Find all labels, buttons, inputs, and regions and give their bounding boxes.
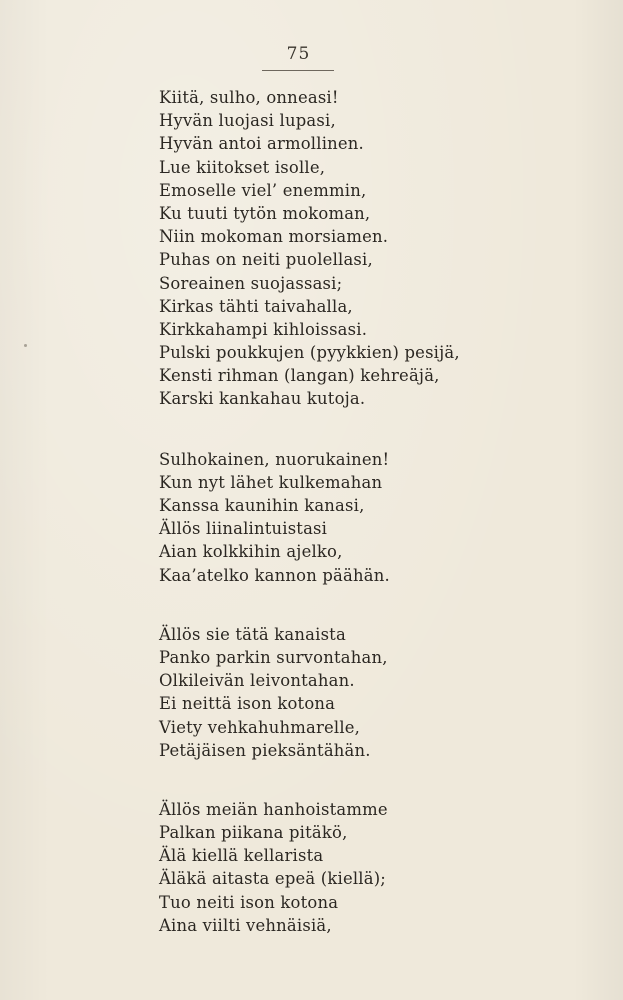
poem-line: Ällös liinalintuistasi <box>159 519 328 539</box>
poem-line: Ällös sie tätä kanaista <box>159 624 346 644</box>
poem-line: Ei neittä ison kotona <box>159 694 336 714</box>
poem-line: Niin mokoman morsiamen. <box>159 227 389 247</box>
poem-line: Aian kolkkihin ajelko, <box>159 542 343 562</box>
page-number: 75 <box>286 44 311 64</box>
poem-line: Aina viilti vehnäisiä, <box>159 915 332 935</box>
stanza-gap <box>159 762 599 798</box>
stanza-2 <box>159 448 599 587</box>
paper-speck <box>24 344 27 347</box>
poem-line: Sulhokainen, nuorukainen! <box>159 449 390 469</box>
poem-line: Lue kiitokset isolle, <box>159 157 326 177</box>
poem-line: Älä kiellä kellarista <box>159 846 324 866</box>
poem-line: Pulski poukkujen (pyykkien) pesijä, <box>159 343 460 363</box>
poem-line: Ku tuuti tytön mokoman, <box>159 203 371 223</box>
poem-line: Kun nyt lähet kulkemahan <box>159 472 383 492</box>
poem-line: Kiitä, sulho, onneasi! <box>159 88 339 107</box>
stanza-4 <box>159 798 599 937</box>
poem-line: Kirkas tähti taivahalla, <box>159 296 353 316</box>
poem-line: Emoselle viel’ enemmin, <box>159 180 367 200</box>
poem-line: Panko parkin survontahan, <box>159 647 388 667</box>
poem-line: Viety vehkahuhmarelle, <box>159 717 361 737</box>
poem-line: Soreainen suojassasi; <box>159 273 343 293</box>
poem-line: Hyvän antoi armollinen. <box>159 134 364 154</box>
poem-line: Kaa’atelko kannon päähän. <box>159 565 390 585</box>
poem-line: Äläkä aitasta epeä (kiellä); <box>159 869 387 889</box>
poem-line: Ällös meiän hanhoistamme <box>159 799 388 819</box>
poem-line: Kirkkahampi kihloissasi. <box>159 319 368 339</box>
poem-line: Puhas on neiti puolellasi, <box>159 250 373 270</box>
poem-line: Olkileivän leivontahan. <box>159 671 355 691</box>
poem-line: Karski kankahau kutoja. <box>159 389 366 409</box>
stanza-1 <box>159 86 599 411</box>
stanza-gap <box>159 587 599 623</box>
poem-line: Petäjäisen pieksäntähän. <box>159 740 371 760</box>
poem-text <box>159 86 599 937</box>
poem-line: Kensti rihman (langan) kehreäjä, <box>159 366 440 386</box>
stanza-gap <box>159 411 599 448</box>
poem-line: Kanssa kaunihin kanasi, <box>159 496 365 515</box>
poem-line: Tuo neiti ison kotona <box>159 892 339 912</box>
stanza-3 <box>159 623 599 762</box>
poem-line: Hyvän luojasi lupasi, <box>159 111 336 131</box>
poem-line: Palkan piikana pitäkö, <box>159 823 348 843</box>
header-rule <box>262 70 334 71</box>
